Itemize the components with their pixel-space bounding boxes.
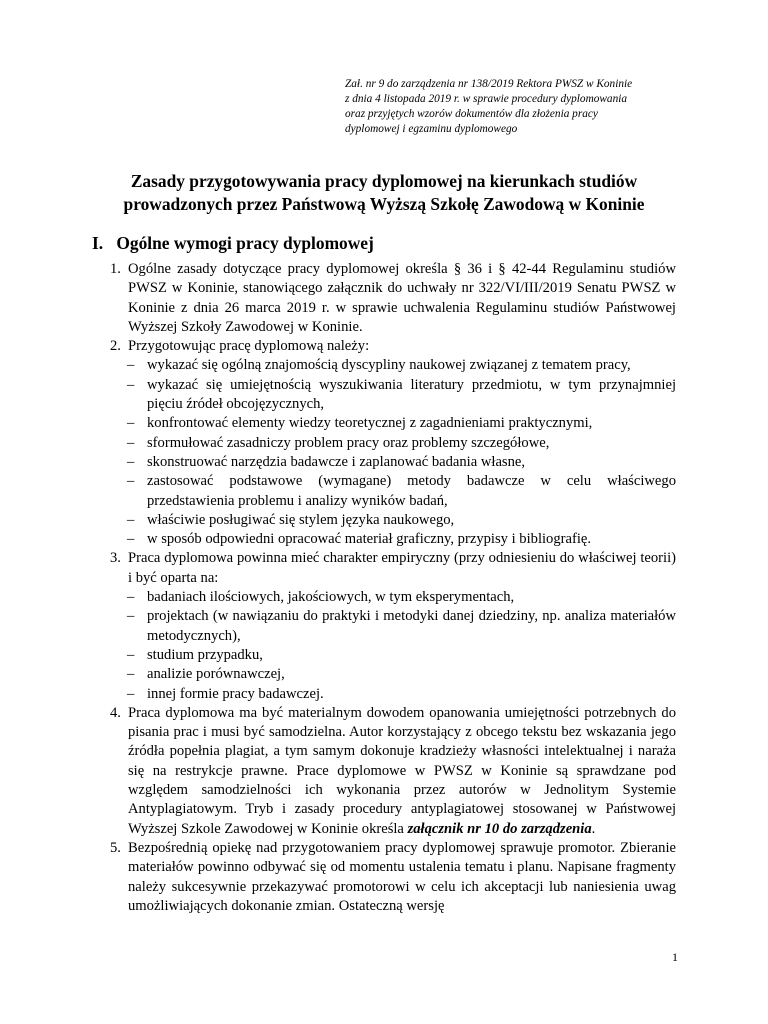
dash-marker: – (127, 434, 135, 451)
annex-header-note (345, 77, 675, 137)
item-text: Praca dyplomowa powinna mieć charakter empiryczny (przy odniesieniu do właściwej teorii) i być oparta na: (128, 550, 676, 586)
bullet-item (0, 376, 676, 415)
bullet-text: właściwie posługiwać się stylem języka naukowego, (147, 511, 455, 528)
item-text: Przygotowując pracę dyplomową należy: (128, 338, 370, 355)
bullet-item (0, 511, 676, 530)
item-number: 1. (110, 261, 121, 277)
bullet-text: skonstruować narzędzia badawcze i zaplanować badania własne, (147, 453, 526, 470)
bullet-item (0, 453, 676, 472)
bullet-text: konfrontować elementy wiedzy teoretycznej z zagadnieniami praktycznymi, (147, 415, 593, 432)
dash-marker: – (127, 511, 135, 528)
bullet-text: badaniach ilościowych, jakościowych, w tym eksperymentach, (147, 589, 515, 606)
list-item-1 (0, 260, 676, 337)
list-item-4 (0, 704, 676, 839)
item-text: Ogólne zasady dotyczące pracy dyplomowej określa § 36 i § 42-44 Regulaminu studiów PWSZ w Koninie, stanowiącego załącznik do uchwały nr 322/VI/III/2019 Senatu PWSZ w Koninie z dnia 26 marca 2019 r. w sprawie uchwalenia Regulaminu studiów Państwowej Wyższej Szkoły Zawodowej w Koninie. (128, 261, 676, 335)
title-line-2: prowadzonych przez Państwową Wyższą Szkołę Zawodową w Koninie (123, 194, 645, 214)
section-number: I. (92, 233, 104, 253)
list-item-3 (0, 549, 676, 588)
section-heading (92, 232, 374, 254)
bullet-text: studium przypadku, (147, 646, 263, 663)
annex-reference: załącznik nr 10 do zarządzenia (407, 820, 592, 837)
bullet-text: sformułować zasadniczy problem pracy oraz problemy szczegółowe, (147, 434, 550, 451)
bullet-text: wykazać się umiejętnością wyszukiwania literatury przedmiotu, w tym przynajmniej pięciu źródeł obcojęzycznych, (147, 376, 676, 413)
bullet-item (0, 607, 676, 646)
title-line-1: Zasady przygotowywania pracy dyplomowej na kierunkach studiów (130, 171, 638, 191)
list-item-2 (0, 337, 676, 356)
dash-marker: – (127, 357, 135, 374)
item-text: Praca dyplomowa ma być materialnym dowodem opanowania umiejętności potrzebnych do pisania prac i musi być samodzielna. Autor korzystający z obcego tekstu bez wskazania jego źródła popełnia plagiat, a tym samym dokonuje kradzieży własności intelektualnej i naraża się na restrykcje prawne. Prace dyplomowe w PWSZ w Koninie są sprawdzane pod względem samodzielności ich wykonania przez autorów w Jednolitym Systemie Antyplagiatowym. Tryb i zasady procedury antyplagiatowej stosowanej w Państwowej Wyższej Szkole Zawodowej w Koninie określa (128, 704, 676, 837)
bullet-text: wykazać się ogólną znajomością dyscypliny naukowej związanej z tematem pracy, (147, 357, 631, 374)
dash-marker: – (127, 589, 135, 606)
dash-marker: – (127, 453, 135, 470)
dash-marker: – (127, 685, 135, 702)
item-number: 3. (110, 550, 121, 567)
document-body (0, 260, 768, 916)
bullet-item (0, 472, 676, 511)
bullet-item (0, 665, 676, 684)
item-number: 5. (110, 839, 121, 856)
bullet-item (0, 414, 676, 433)
dash-marker: – (127, 646, 135, 663)
annex-note-line: Zał. nr 9 do zarządzenia nr 138/2019 Rektora PWSZ w Koninie (345, 78, 633, 90)
bullet-item (0, 530, 676, 549)
bullet-item (0, 685, 676, 704)
list-item-5 (0, 839, 676, 916)
item-text: Bezpośrednią opiekę nad przygotowaniem pracy dyplomowej sprawuje promotor. Zbieranie materiałów powinno odbywać się od momentu ustalenia tematu i planu. Napisane fragmenty należy sukcesywnie przekazywać promotorowi w celu ich akceptacji lub naniesienia uwag umożliwiających dokonanie zmian. Ostateczną wersję (128, 839, 676, 914)
bullet-item (0, 646, 676, 665)
dash-marker: – (127, 376, 135, 393)
page-number: 1 (672, 950, 678, 964)
dash-marker: – (127, 608, 135, 625)
annex-note-line: z dnia 4 listopada 2019 r. w sprawie procedury dyplomowania (345, 93, 628, 105)
bullet-item (0, 356, 676, 375)
dash-marker: – (127, 531, 135, 548)
bullet-text: zastosować podstawowe (wymagane) metody badawcze w celu właściwego przedstawienia problemu i analizy wyników badań, (147, 473, 676, 509)
bullet-text: innej formie pracy badawczej. (147, 685, 324, 702)
document-title (40, 170, 728, 216)
bullet-text: projektach (w nawiązaniu do praktyki i metodyki danej dziedziny, np. analiza materiałów metodycznych), (147, 608, 676, 644)
bullet-text: analizie porównawczej, (147, 666, 285, 683)
section-title: Ogólne wymogi pracy dyplomowej (116, 233, 374, 253)
item-text-end: . (591, 820, 596, 837)
dash-marker: – (127, 473, 135, 490)
item-number: 4. (110, 704, 121, 721)
bullet-item (0, 588, 676, 607)
item-number: 2. (110, 338, 121, 355)
dash-marker: – (127, 415, 135, 432)
dash-marker: – (127, 666, 135, 683)
annex-note-line: oraz przyjętych wzorów dokumentów dla złożenia pracy (345, 108, 598, 120)
annex-note-line: dyplomowej i egzaminu dyplomowego (345, 123, 518, 135)
bullet-item (0, 434, 676, 453)
bullet-text: w sposób odpowiedni opracować materiał graficzny, przypisy i bibliografię. (147, 531, 592, 548)
